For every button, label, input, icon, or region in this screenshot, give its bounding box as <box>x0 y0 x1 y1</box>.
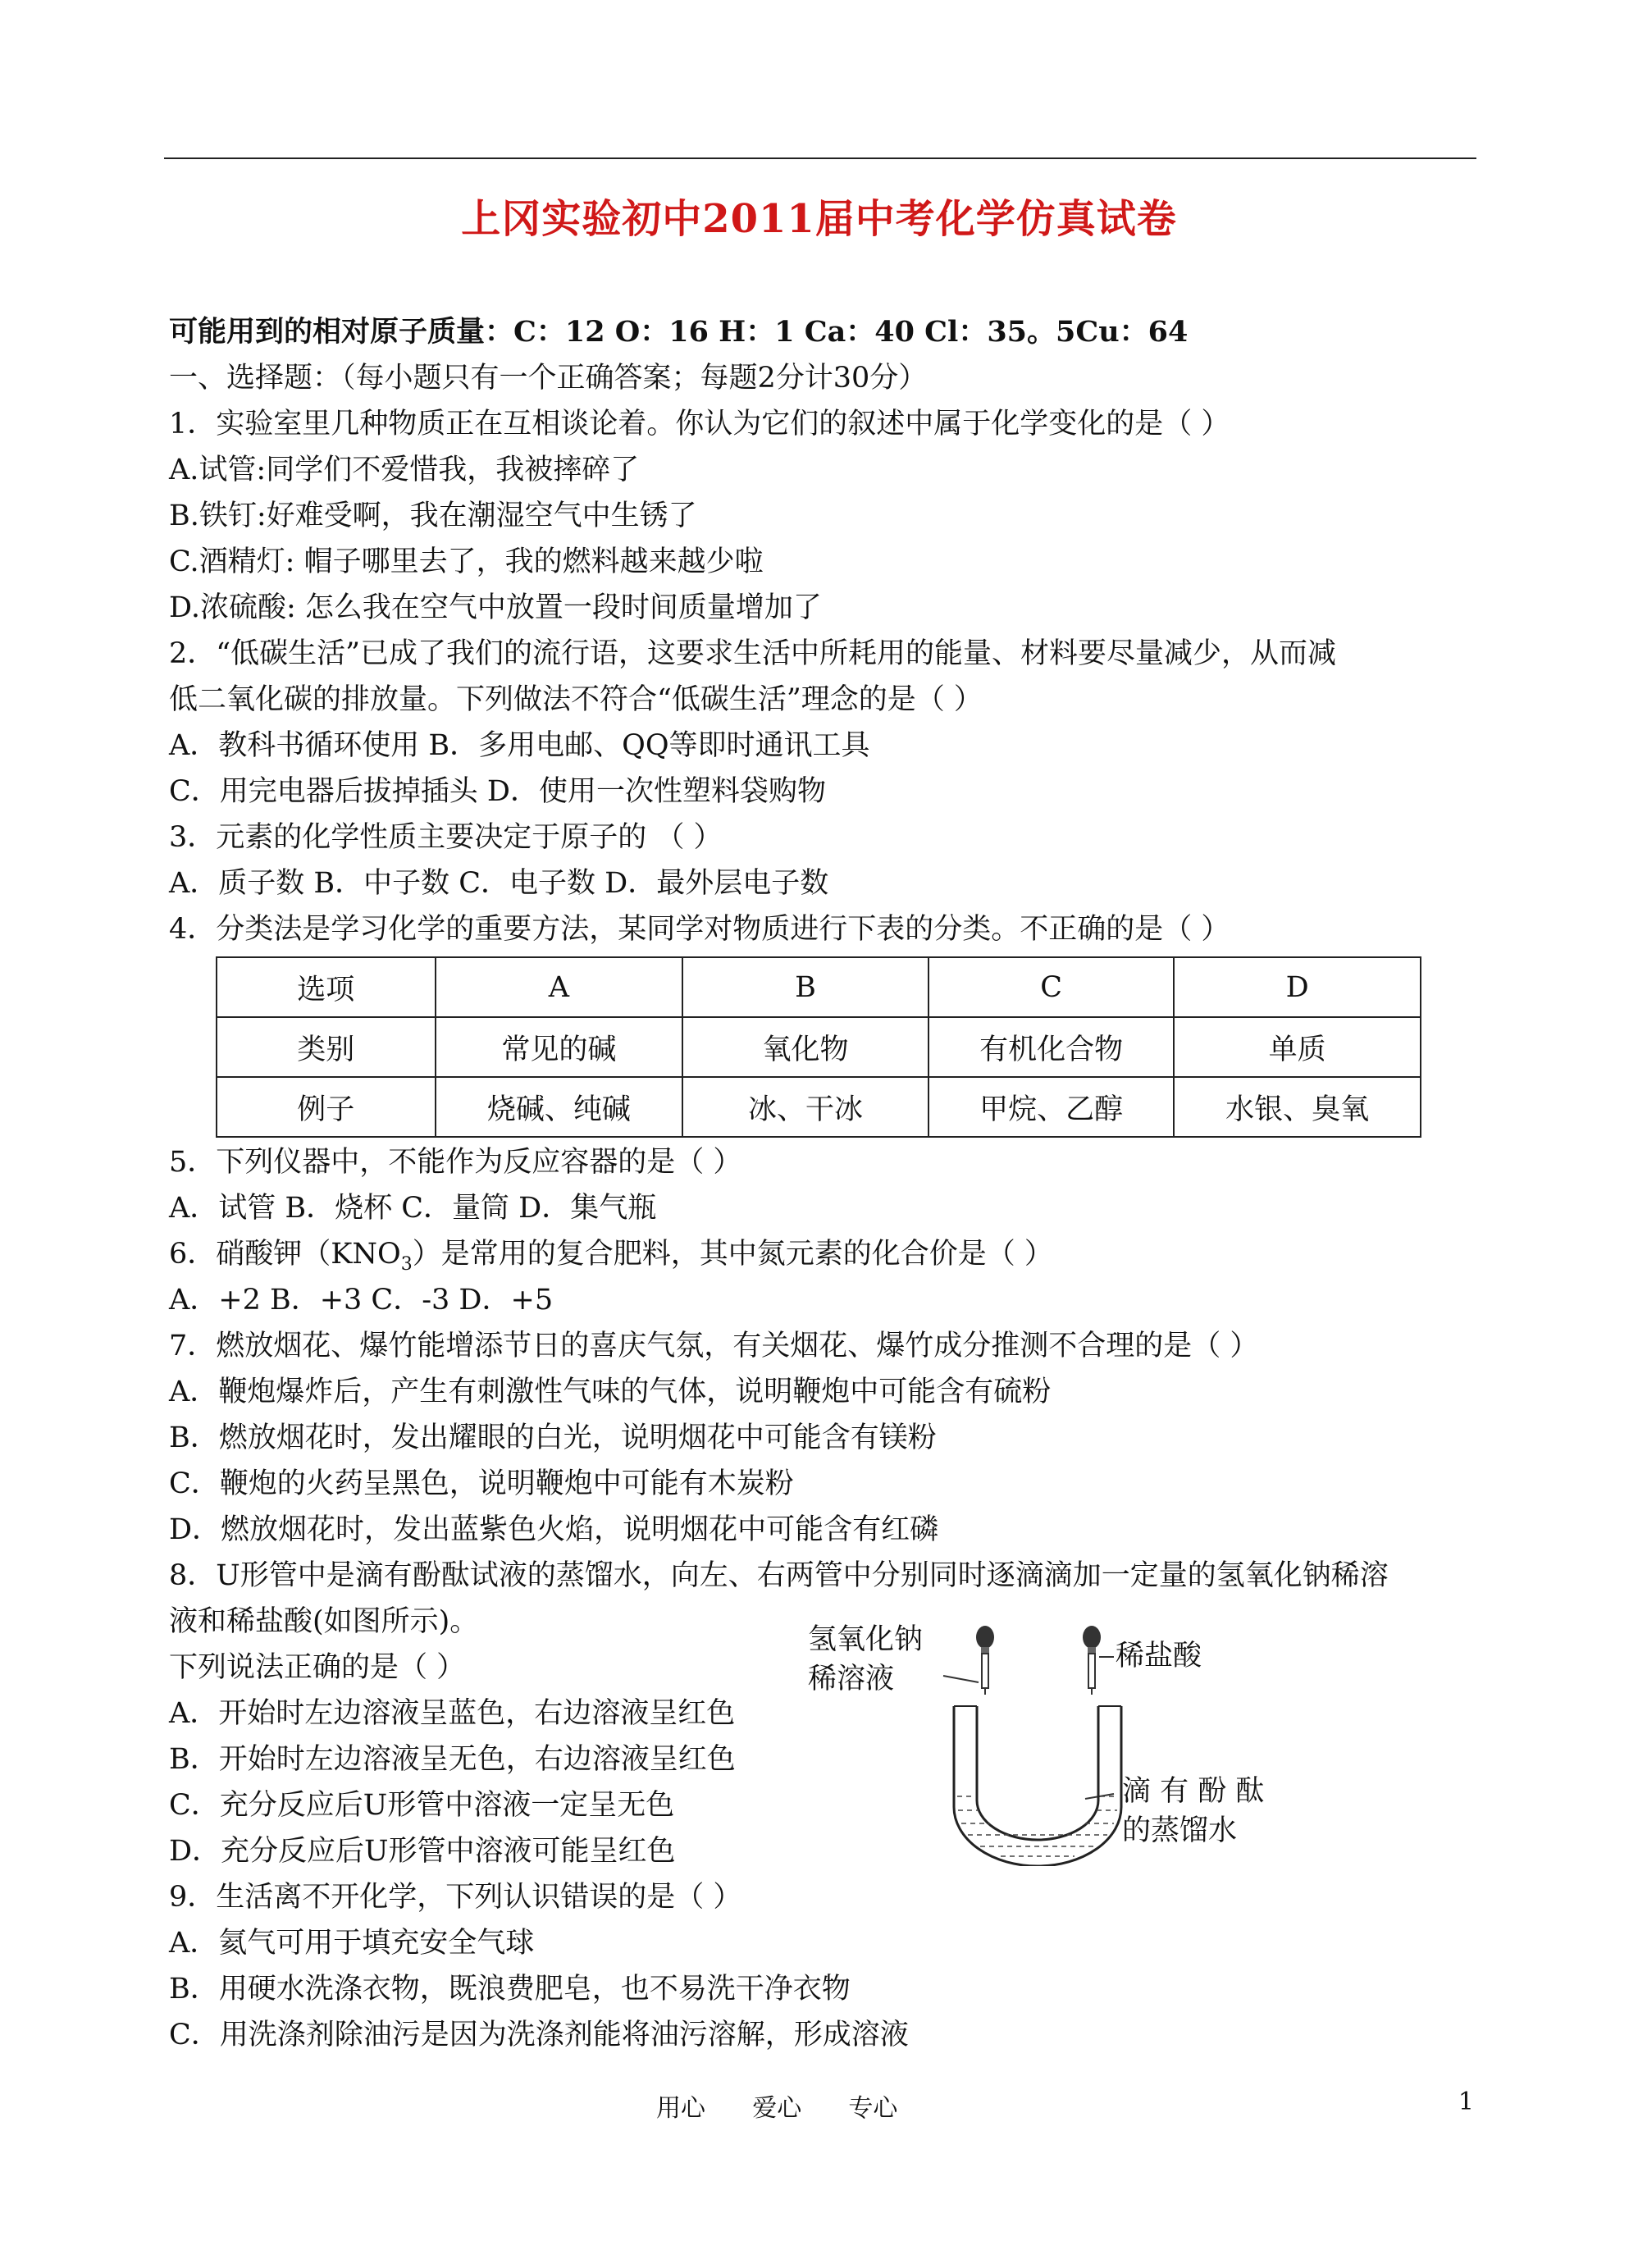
label-naoh: 氢氧化钠 <box>808 1623 924 1656</box>
question-7-option-d: D．燃放烟花时，发出蓝紫色火焰，说明烟花中可能含有红磷 <box>169 1513 939 1546</box>
question-7-option-a: A．鞭炮爆炸后，产生有刺激性气味的气体，说明鞭炮中可能含有硫粉 <box>169 1376 1052 1408</box>
atomic-mass-line: 可能用到的相对原子质量：C：12 O：16 H：1 Ca：40 Cl：35。5Cu：64 <box>169 315 1189 349</box>
question-3-options: A．质子数 B．中子数 C．电子数 D．最外层电子数 <box>169 867 829 900</box>
classification-table <box>216 956 1421 1138</box>
question-6-options: A．+2 B．+3 C．-3 D．+5 <box>169 1284 554 1317</box>
page-number: 1 <box>1458 2088 1474 2116</box>
question-5-options: A．试管 B．烧杯 C．量筒 D．集气瓶 <box>169 1192 657 1225</box>
table-cell: 类别 <box>217 1017 436 1077</box>
question-2-options-ab: A．教科书循环使用 B．多用电邮、QQ等即时通讯工具 <box>169 729 870 762</box>
table-cell: 烧碱、纯碱 <box>436 1077 683 1137</box>
question-1-option-b: B.铁钉:好难受啊，我在潮湿空气中生锈了 <box>169 500 697 532</box>
label-distilled-water: 的蒸馏水 <box>1122 1814 1238 1847</box>
table-row <box>217 1017 1421 1077</box>
question-8-option-b: B．开始时左边溶液呈无色，右边溶液呈红色 <box>169 1743 736 1776</box>
table-cell: 例子 <box>217 1077 436 1137</box>
table-cell: 有机化合物 <box>929 1017 1175 1077</box>
question-6-stem: 6．硝酸钾$(KNO_3)$是常用的复合肥料，其中氮元素的化合价是（ ） <box>169 1238 1053 1275</box>
question-8-stem-line3: 下列说法正确的是（ ） <box>169 1651 466 1684</box>
u-tube-icon <box>954 1706 1121 1866</box>
table-row <box>217 1077 1421 1137</box>
table-cell: 单质 <box>1174 1017 1421 1077</box>
question-7-option-b: B．燃放烟花时，发出耀眼的白光，说明烟花中可能含有镁粉 <box>169 1421 937 1454</box>
question-8-option-a: A．开始时左边溶液呈蓝色，右边溶液呈红色 <box>169 1697 736 1730</box>
table-row <box>217 957 1421 1017</box>
question-1-option-d: D.浓硫酸: 怎么我在空气中放置一段时间质量增加了 <box>169 591 822 624</box>
table-cell: 冰、干冰 <box>682 1077 929 1137</box>
question-8-stem-line1: 8．U形管中是滴有酚酞试液的蒸馏水，向左、右两管中分别同时逐滴滴加一定量的氢氧化钠稀溶 <box>169 1559 1389 1592</box>
question-2-options-cd: C．用完电器后拔掉插头 D．使用一次性塑料袋购物 <box>169 775 826 808</box>
question-2-stem-line2: 低二氧化碳的排放量。下列做法不符合“低碳生活”理念的是（ ） <box>169 683 983 716</box>
question-1-stem: 1．实验室里几种物质正在互相谈论着。你认为它们的叙述中属于化学变化的是（ ） <box>169 408 1230 440</box>
question-3-stem: 3．元素的化学性质主要决定于原子的 （ ） <box>169 821 723 854</box>
table-cell: 水银、臭氧 <box>1174 1077 1421 1137</box>
table-cell: C <box>929 957 1175 1017</box>
header-rule <box>164 157 1476 159</box>
question-8-option-d: D．充分反应后U形管中溶液可能呈红色 <box>169 1835 676 1868</box>
question-8-stem-line2: 液和稀盐酸(如图所示)。 <box>169 1605 479 1638</box>
question-4-stem: 4．分类法是学习化学的重要方法，某同学对物质进行下表的分类。不正确的是（ ） <box>169 913 1230 946</box>
table-cell: 甲烷、乙醇 <box>929 1077 1175 1137</box>
question-5-stem: 5．下列仪器中，不能作为反应容器的是（ ） <box>169 1146 742 1179</box>
question-9-option-c: C．用洗涤剂除油污是因为洗涤剂能将油污溶解，形成溶液 <box>169 2019 909 2051</box>
question-9-stem: 9．生活离不开化学，下列认识错误的是（ ） <box>169 1881 742 1914</box>
table-cell: A <box>436 957 683 1017</box>
footer-motto: 用心 爱心 专心 <box>656 2094 898 2123</box>
label-naoh-solution: 稀溶液 <box>808 1663 895 1695</box>
section-heading: 一、选择题：（每小题只有一个正确答案；每题2分计30分） <box>169 362 928 395</box>
table-cell: D <box>1174 957 1421 1017</box>
question-7-option-c: C．鞭炮的火药呈黑色，说明鞭炮中可能有木炭粉 <box>169 1467 794 1500</box>
u-tube-figure <box>808 1620 1300 1866</box>
question-8-option-c: C．充分反应后U形管中溶液一定呈无色 <box>169 1789 675 1822</box>
question-7-stem: 7．燃放烟花、爆竹能增添节日的喜庆气氛，有关烟花、爆竹成分推测不合理的是（ ） <box>169 1330 1259 1362</box>
table-cell: 选项 <box>217 957 436 1017</box>
page-title: 上冈实验初中2011届中考化学仿真试卷 <box>461 196 1177 242</box>
question-9-option-a: A．氦气可用于填充安全气球 <box>169 1927 535 1960</box>
right-dropper-icon <box>1083 1626 1101 1695</box>
question-1-option-c: C.酒精灯: 帽子哪里去了，我的燃料越来越少啦 <box>169 545 764 578</box>
question-9-option-b: B．用硬水洗涤衣物，既浪费肥皂，也不易洗干净衣物 <box>169 1973 851 2006</box>
table-cell: 常见的碱 <box>436 1017 683 1077</box>
label-hcl: 稀盐酸 <box>1116 1640 1202 1672</box>
left-dropper-icon <box>976 1626 994 1695</box>
question-1-option-a: A.试管:同学们不爱惜我，我被摔碎了 <box>169 454 640 486</box>
table-cell: 氧化物 <box>682 1017 929 1077</box>
table-cell: B <box>682 957 929 1017</box>
label-phenolphthalein: 滴 有 酚 酞 <box>1122 1775 1265 1808</box>
question-2-stem-line1: 2．“低碳生活”已成了我们的流行语，这要求生活中所耗用的能量、材料要尽量减少，从而减 <box>169 637 1337 670</box>
